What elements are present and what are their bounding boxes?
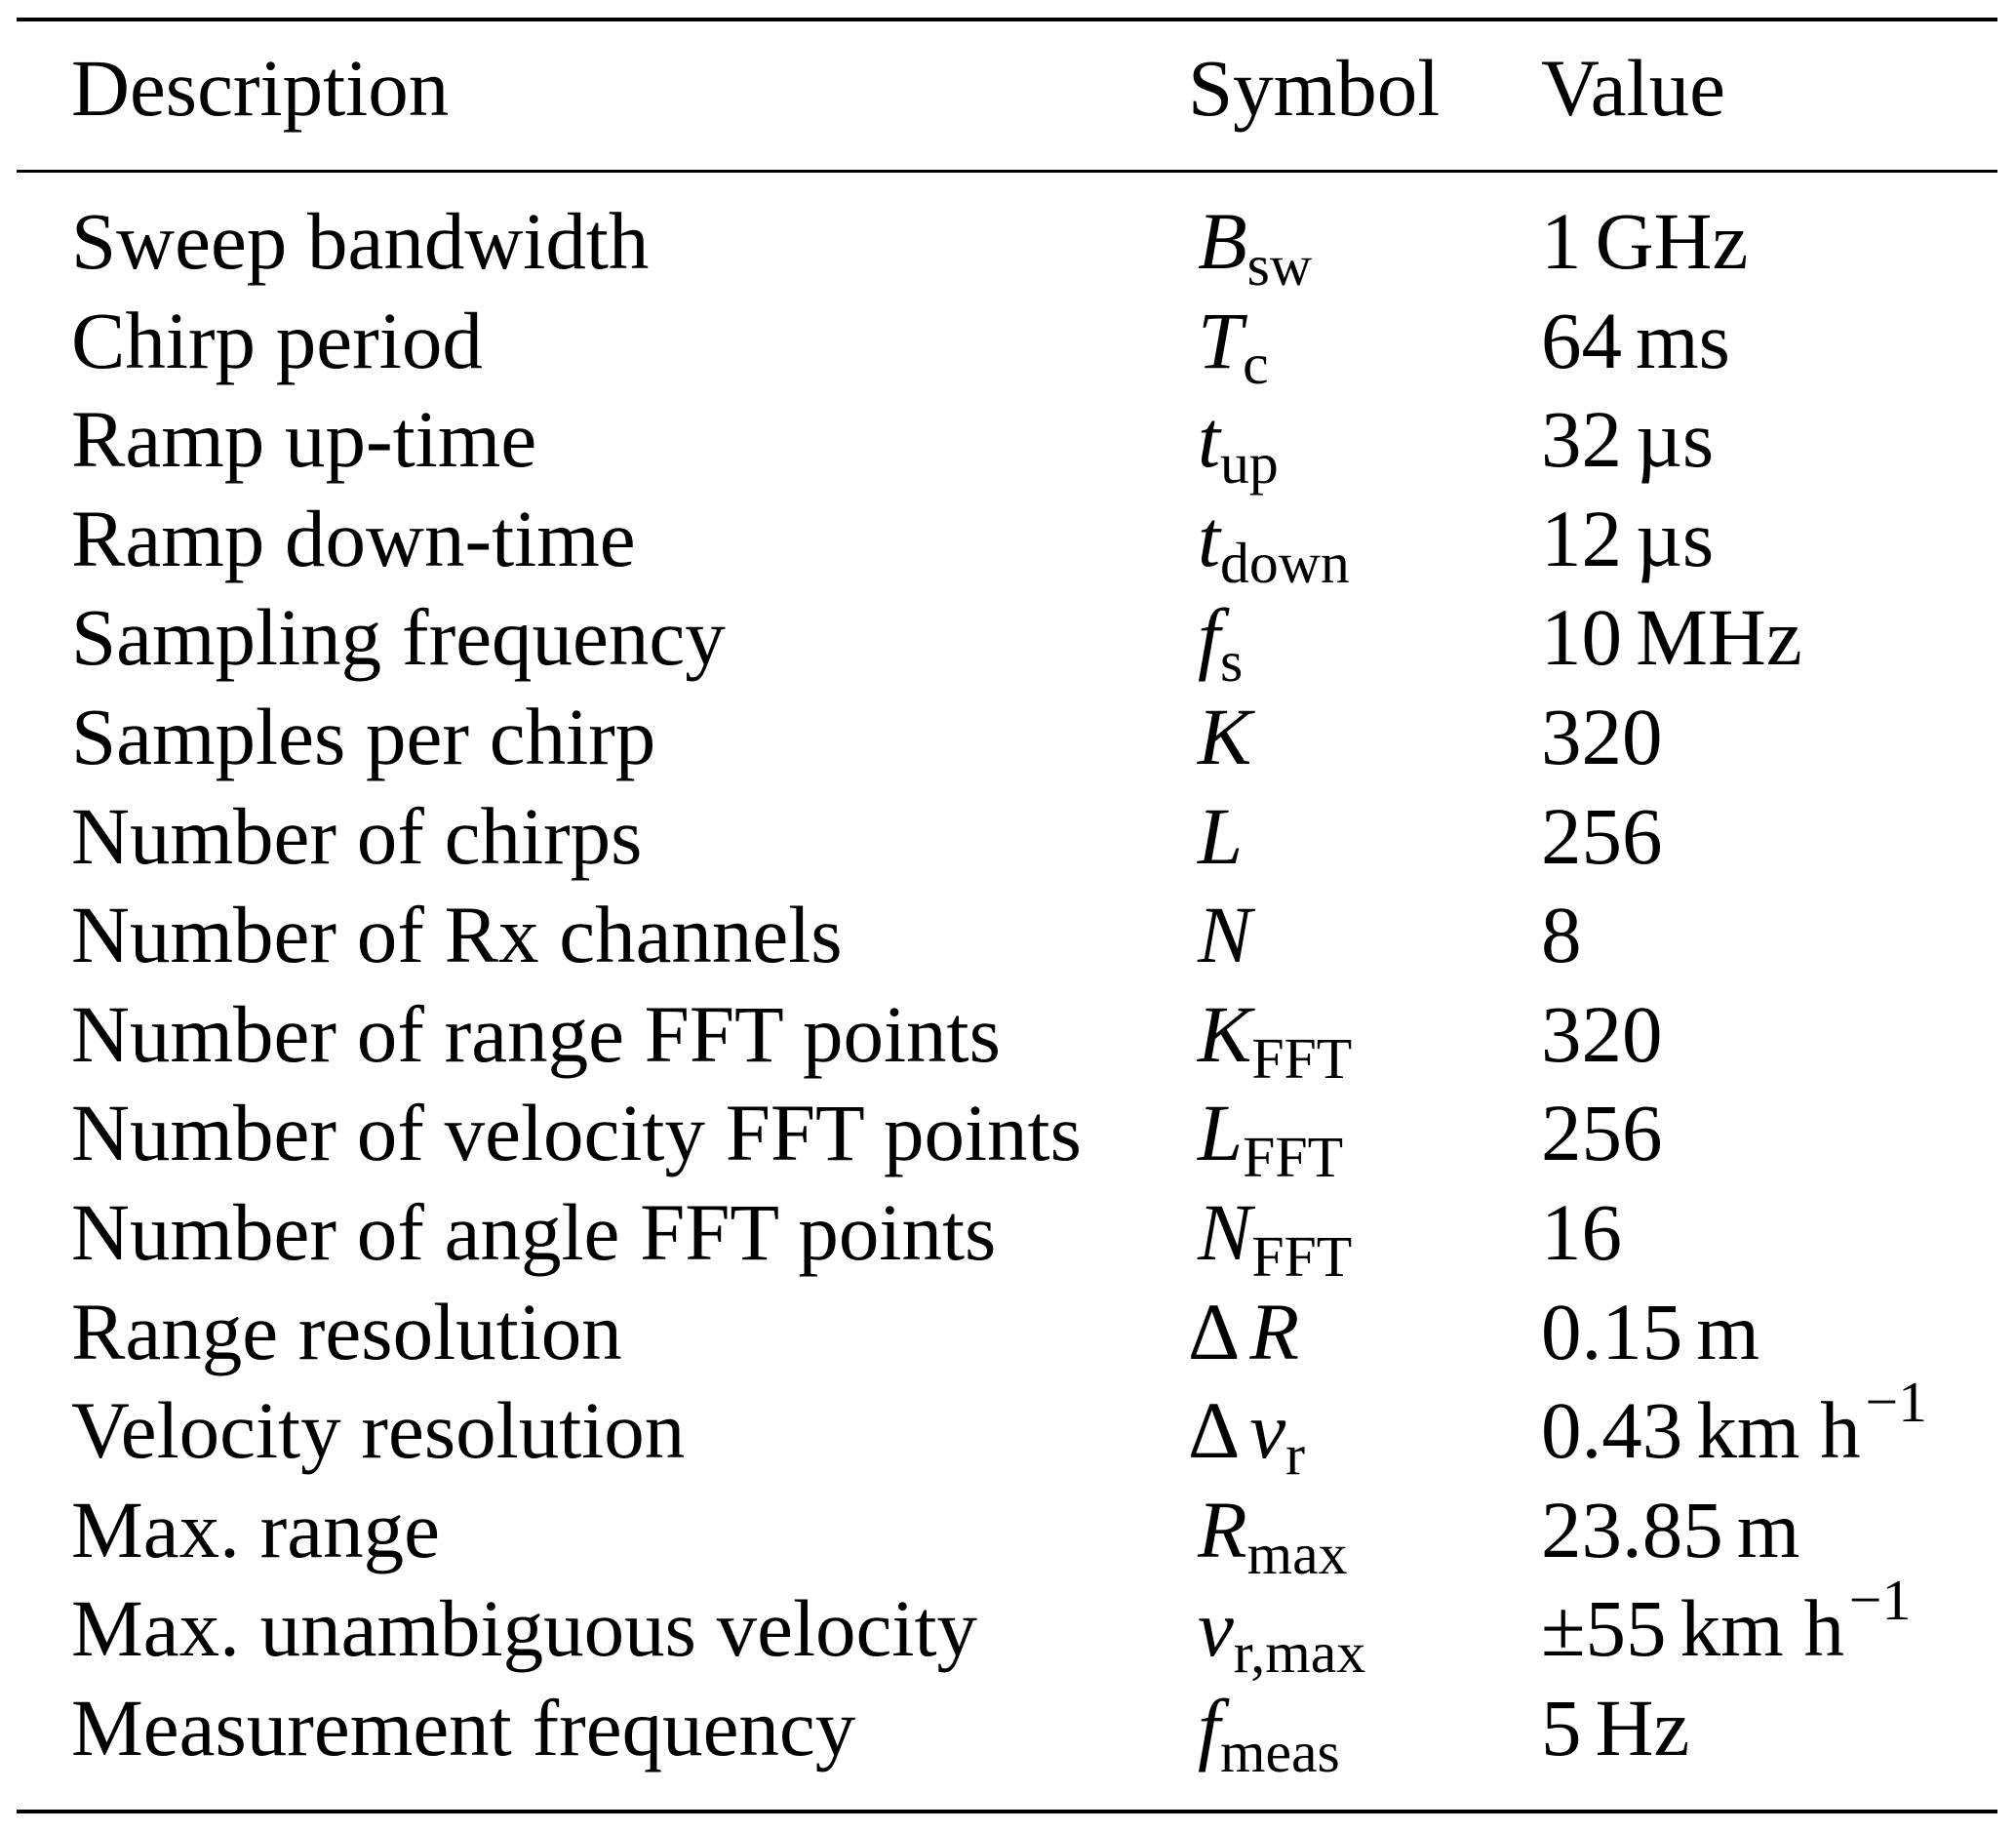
symbol-subscript: sw [1246, 232, 1313, 298]
table-row [0, 295, 2016, 398]
value-number: 5 [1541, 1683, 1582, 1772]
symbol-subscript: down [1220, 530, 1350, 595]
symbol-main: K [1197, 988, 1252, 1079]
row-description: Ramp down-time [71, 493, 636, 583]
row-symbol [1188, 592, 1244, 695]
symbol-subscript: FFT [1251, 1025, 1353, 1091]
value-number: 16 [1541, 1187, 1622, 1277]
row-value [1541, 295, 1735, 385]
symbol-main: T [1197, 295, 1244, 385]
row-description: Number of range FFT points [71, 988, 1001, 1079]
value-superscript: −1 [1848, 1568, 1912, 1633]
value-number: 32 [1541, 394, 1622, 485]
row-description: Range resolution [71, 1286, 622, 1376]
header-value: Value [1541, 43, 1725, 133]
value-number: 256 [1541, 790, 1663, 881]
row-description: Chirp period [71, 295, 483, 385]
symbol-main: t [1197, 394, 1221, 485]
value-number: ±55 [1541, 1583, 1667, 1674]
table-row [0, 196, 2016, 299]
table-row [0, 1683, 2016, 1785]
symbol-main: L [1197, 790, 1244, 881]
symbol-main: L [1197, 1088, 1244, 1178]
value-unit: µs [1636, 493, 1715, 583]
symbol-subscript: s [1220, 629, 1244, 695]
row-value [1541, 1370, 1928, 1476]
table-row [0, 1370, 2016, 1488]
row-value [1541, 1088, 1680, 1178]
row-description: Number of Rx channels [71, 890, 843, 980]
symbol-main: f [1197, 1683, 1221, 1772]
value-number: 10 [1541, 592, 1622, 683]
row-symbol [1188, 1187, 1353, 1289]
row-value [1541, 890, 1600, 980]
table-row [0, 988, 2016, 1092]
symbol-main: t [1197, 493, 1221, 583]
symbol-main: R [1197, 1484, 1247, 1574]
row-description: Samples per chirp [71, 692, 656, 781]
value-number: 12 [1541, 493, 1622, 583]
symbol-main: v [1197, 1583, 1234, 1674]
row-value [1541, 988, 1680, 1079]
row-symbol [1188, 295, 1269, 397]
row-symbol [1188, 1088, 1344, 1190]
value-unit: µs [1636, 394, 1715, 485]
symbol-main: R [1249, 1286, 1300, 1376]
row-value [1541, 790, 1680, 881]
row-value [1541, 692, 1680, 781]
value-superscript: −1 [1865, 1370, 1928, 1435]
value-unit: m [1696, 1286, 1759, 1376]
top-rule [17, 18, 1997, 21]
symbol-subscript: up [1220, 430, 1279, 496]
table-row [0, 493, 2016, 596]
row-symbol [1188, 1286, 1300, 1376]
table-row [0, 1484, 2016, 1587]
row-value [1541, 1484, 1804, 1574]
table-row [0, 1187, 2016, 1290]
table-row [0, 1286, 2016, 1389]
row-description: Number of velocity FFT points [71, 1088, 1082, 1178]
symbol-subscript: FFT [1243, 1125, 1344, 1190]
symbol-subscript: r [1285, 1421, 1306, 1487]
header-symbol: Symbol [1188, 43, 1441, 133]
table-row [0, 1088, 2016, 1190]
row-description: Sweep bandwidth [71, 196, 650, 286]
row-symbol [1188, 890, 1252, 980]
table-row [0, 592, 2016, 695]
row-description: Sampling frequency [71, 592, 726, 683]
value-number: 64 [1541, 295, 1622, 385]
symbol-prefix: Δ [1188, 1286, 1241, 1376]
row-value [1541, 592, 1806, 683]
value-number: 320 [1541, 988, 1663, 1079]
value-unit: GHz [1595, 196, 1749, 286]
symbol-prefix: Δ [1188, 1385, 1241, 1476]
row-value [1541, 1187, 1640, 1277]
value-unit: MHz [1636, 592, 1802, 683]
value-number: 8 [1541, 890, 1582, 980]
row-description: Number of angle FFT points [71, 1187, 997, 1277]
symbol-subscript: max [1246, 1521, 1348, 1586]
symbol-subscript: FFT [1251, 1223, 1353, 1289]
header-row [0, 43, 2016, 145]
table-row [0, 394, 2016, 497]
table-row [0, 790, 2016, 894]
symbol-main: K [1197, 692, 1252, 781]
row-description: Max. unambiguous velocity [71, 1583, 978, 1674]
value-number: 0.43 [1541, 1385, 1683, 1476]
symbol-main: v [1249, 1385, 1286, 1476]
value-number: 23.85 [1541, 1484, 1723, 1574]
row-symbol [1188, 1385, 1306, 1487]
row-symbol [1188, 1683, 1340, 1784]
row-value [1541, 493, 1719, 583]
row-symbol [1188, 692, 1252, 781]
row-symbol [1188, 1484, 1348, 1586]
bottom-rule [17, 1810, 1997, 1813]
value-number: 256 [1541, 1088, 1663, 1178]
row-value [1541, 196, 1753, 286]
symbol-subscript: meas [1220, 1719, 1340, 1784]
symbol-main: f [1197, 592, 1221, 683]
row-symbol [1188, 493, 1350, 595]
value-unit: km h [1696, 1385, 1861, 1476]
row-symbol [1188, 196, 1313, 298]
row-description: Ramp up-time [71, 394, 537, 485]
row-description: Max. range [71, 1484, 440, 1574]
row-description: Velocity resolution [71, 1385, 686, 1476]
table-row [0, 890, 2016, 992]
value-unit: m [1736, 1484, 1800, 1574]
header-description: Description [71, 43, 450, 133]
value-unit: ms [1636, 295, 1730, 385]
value-unit: Hz [1595, 1683, 1690, 1772]
row-symbol [1188, 790, 1244, 881]
table-row [0, 692, 2016, 794]
symbol-main: B [1197, 196, 1247, 286]
row-symbol [1188, 1583, 1366, 1686]
row-description: Number of chirps [71, 790, 643, 881]
symbol-subscript: r,max [1233, 1620, 1366, 1686]
row-symbol [1188, 988, 1353, 1091]
header-rule [17, 170, 1997, 173]
row-description: Measurement frequency [71, 1683, 856, 1772]
row-value [1541, 394, 1719, 485]
row-value [1541, 1286, 1764, 1376]
value-number: 0.15 [1541, 1286, 1683, 1376]
value-unit: km h [1680, 1583, 1844, 1674]
symbol-main: N [1197, 890, 1252, 980]
symbol-main: N [1197, 1187, 1252, 1277]
value-number: 1 [1541, 196, 1582, 286]
row-value [1541, 1683, 1694, 1772]
value-number: 320 [1541, 692, 1663, 781]
row-symbol [1188, 394, 1279, 496]
table-row [0, 1568, 2016, 1686]
symbol-subscript: c [1243, 332, 1269, 397]
row-value [1541, 1568, 1912, 1674]
